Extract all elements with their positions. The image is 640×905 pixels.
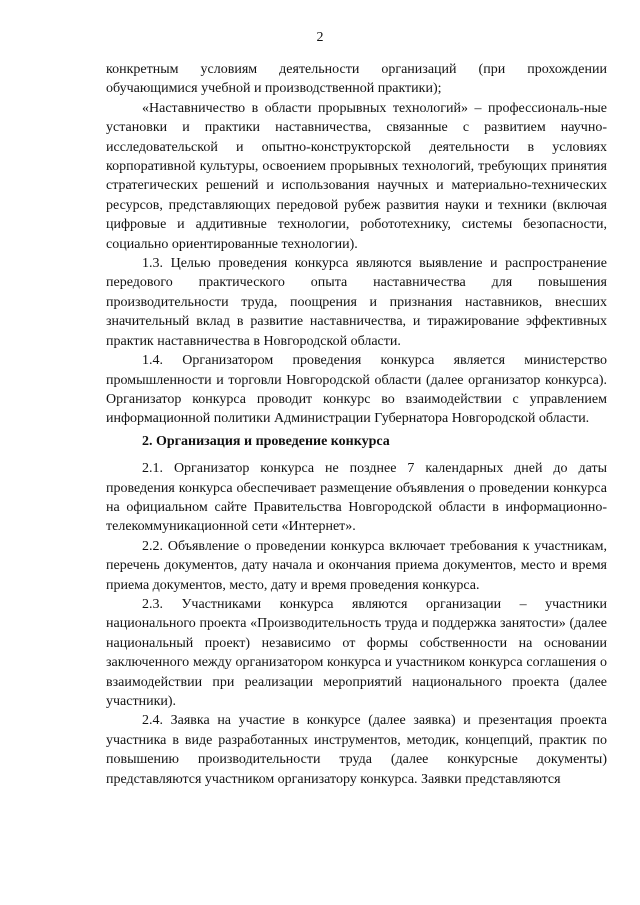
paragraph-definition: «Наставничество в области прорывных технологий» – профессиональ-ные установки и практики наставничества, связанные с развитием научно-исследовательской и опытно-конструкторской деятельности в условиях корпоративной культуры, освоением прорывных технологий, требующих принятия стратегических решений и использования научных и материально-технических ресурсов, представляющих передовой рубеж развития науки и техники (включая цифровые и аддитивные технологии, робототехнику, системы безопасности, социально ориентированные технологии). [106,100,607,252]
section-heading: 2. Организация и проведение конкурса [142,433,390,449]
paragraph-2-3: 2.3. Участниками конкурса являются организации – участники национального проекта «Производительность труда и поддержка занятости» (далее национальный проект) независимо от формы собственности на основании заключенного между организатором конкурса и участником конкурса соглашения о взаимодействии при реализации мероприятий национального проекта (далее участники). [106,596,607,709]
paragraph-2-4: 2.4. Заявка на участие в конкурсе (далее заявка) и презентация проекта участника в виде разработанных инструментов, методик, концепций, практик по повышению производительности труда (далее конкурсные документы) представляются участником организатору конкурса. Заявки представляются [106,713,607,787]
paragraph-2-2: 2.2. Объявление о проведении конкурса включает требования к участникам, перечень документов, дату начала и окончания приема документов, место и время приема документов, место, дату и время проведения конкурса. [106,538,607,593]
document-body [106,60,607,789]
paragraph-2-1: 2.1. Организатор конкурса не позднее 7 календарных дней до даты проведения конкурса обеспечивает размещение объявления о проведении конкурса на официальном сайте Правительства Новгородской области в информационно-телекоммуникационной сети «Интернет». [106,461,607,535]
paragraph-1-4: 1.4. Организатором проведения конкурса является министерство промышленности и торговли Новгородской области (далее организатор конкурса). Организатор конкурса проводит конкурс во взаимодействии с управлением информационной политики Администрации Губернатора Новгородской области. [106,353,607,427]
paragraph-1-3: 1.3. Целью проведения конкурса являются выявление и распространение передового практического опыта наставничества для повышения производительности труда, поощрения и признания наставников, внесших значительный вклад в развитие наставничества, и тиражирование эффективных практик наставничества в Новгородской области. [106,256,607,349]
paragraph-continuation: конкретным условиям деятельности организаций (при прохождении обучающимися учебной и производственной практики); [106,62,607,97]
page-number: 2 [316,30,324,45]
